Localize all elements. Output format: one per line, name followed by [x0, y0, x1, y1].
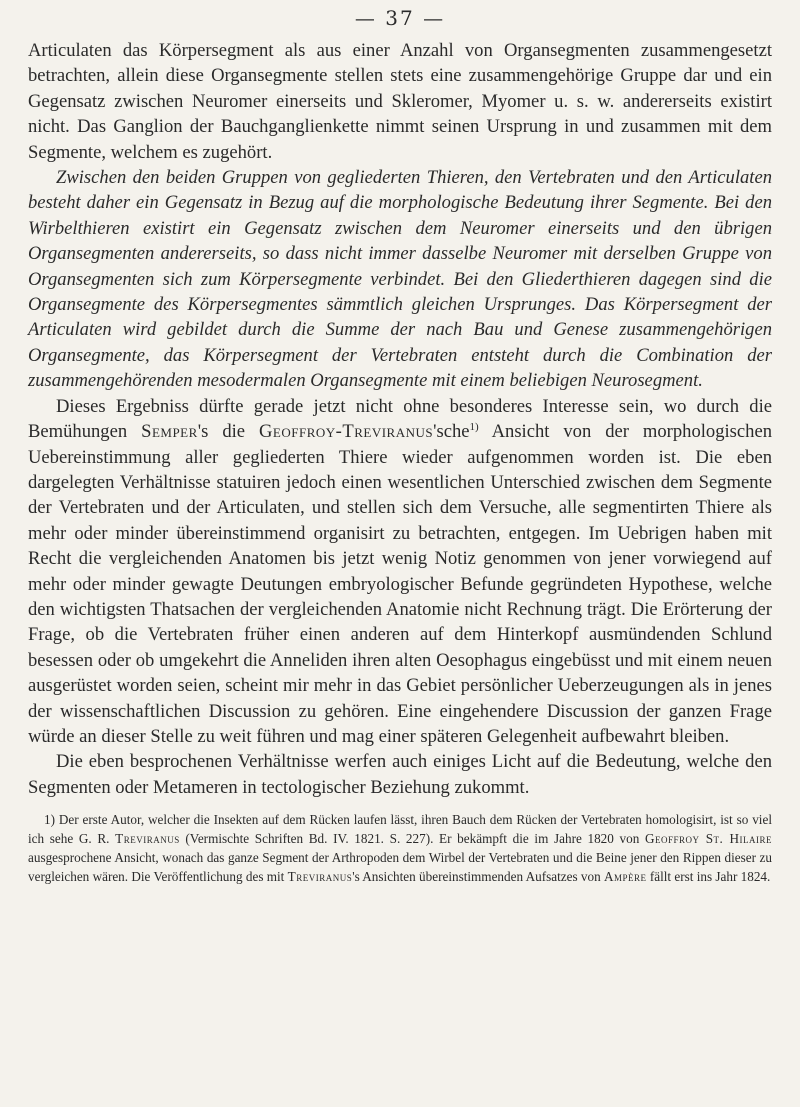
footnote-text-c: ausgesprochene Ansicht, wonach das ganze Segment der Arthropoden dem Wirbel der Vertebraten und die Beine jener den Rippen dieser zu vergleichen wären. Die Veröffentlichung des mit: [28, 850, 772, 885]
footnote-text-a: Der erste Autor, welcher die Insekten auf dem Rücken laufen lässt, ihren Bauch dem Rücken der Vertebraten homologisirt, ist so viel ich sehe G. R.: [28, 812, 772, 847]
paragraph-3-start: Dieses Ergebniss dürfte gerade jetzt nicht ohne besonderes Interesse sein, wo durch die Bemühungen: [28, 395, 772, 443]
paragraph-3: [28, 394, 772, 750]
body-text: [28, 38, 772, 800]
footnote-text-b: (Vermischte Schriften Bd. IV. 1821. S. 227). Er bekämpft die im Jahre 1820 von: [185, 831, 640, 847]
semper-suffix: 's die: [197, 421, 246, 443]
footnotes: [28, 810, 772, 886]
footnote-name-treviranus: Treviranus: [115, 831, 180, 847]
paragraph-4: Die eben besprochenen Verhältnisse werfen auch einiges Licht auf die Bedeutung, welche den Segmenten oder Metameren in tectologischer Beziehung zukommt.: [28, 751, 772, 798]
footnote-name-treviranus-2: Treviranus: [287, 869, 353, 885]
footnote-1: [28, 810, 772, 886]
footnote-reference: 1): [469, 420, 479, 433]
author-name-semper: Semper: [141, 421, 198, 443]
paragraph-3-end: Ansicht von der morphologischen Uebereinstimmung aller gegliederten Thiere wieder aufgenommen worden ist. Die eben dargelegten Verhältnisse statuiren jedoch einen wesentlichen Unterschied zwischen dem Segmente der Vertebraten und der Articulaten, und stellen sich dem Versuche, alle segmentirten Thiere als mehr oder minder übereinstimmend organisirt zu betrachten, entgegen. Im Uebrigen haben mit Recht die vergleichenden Anatomen bis jetzt wenig Notiz genommen von jener vorwiegend auf mehr oder minder gewagte Deutungen embryologischer Befunde gegründeten Hypothese, welche den wichtigsten Thatsachen der vergleichenden Anatomie nicht Rechnung trägt. Die Erörterung der Frage, ob die Vertebraten früher einen anderen auf dem Hinterkopf ausmündenden Schlund besessen oder ob umgekehrt die Anneliden ihren alten Oesophagus eingebüsst und mit einem neuen ausgerüstet worden seien, scheint mir mehr in das Gebiet persönlicher Ueberzeugungen als in jenes der wissenschaftlichen Discussion zu gehören. Eine eingehendere Discussion der ganzen Frage würde an dieser Stelle zu weit führen und mag einer späteren Gelegenheit aufbewahrt bleiben.: [28, 421, 773, 747]
footnote-text-e: fällt erst ins Jahr 1824.: [649, 869, 771, 885]
paragraph-2-italic: Zwischen den beiden Gruppen von gegliederten Thieren, den Vertebraten und den Articulaten besteht daher ein Gegensatz in Bezug auf die morphologische Bedeutung ihrer Segmente. Bei den Wirbelthieren existirt ein Gegensatz zwischen dem Neuromer einerseits und den übrigen Organsegmenten andererseits, so dass nicht immer dasselbe Neuromer mit derselben Gruppe von Organsegmenten sich zum Körpersegmente verbindet. Bei den Gliederthieren dagegen sind die Organsegmente des Körpersegmentes sämmtlich gleichen Ursprunges. Das Körpersegment der Articulaten wird gebildet durch die Summe der nach Bau und Genese zusammengehörigen Organsegmente, das Körpersegment der Vertebraten entsteht durch die Combination der zusammengehörenden mesodermalen Organsegmente mit einem beliebigen Neurosegment.: [28, 167, 772, 392]
footnote-name-geoffroy: Geoffroy St. Hilaire: [645, 831, 773, 847]
page-number: — 37 —: [354, 6, 446, 30]
geoffroy-suffix: 'sche: [433, 421, 470, 443]
footnote-text-d: 's Ansichten übereinstimmenden Aufsatzes von: [352, 869, 601, 885]
footnote-name-ampere: Ampère: [604, 869, 647, 885]
footnote-marker: 1): [44, 812, 55, 828]
author-name-geoffroy-treviranus: Geoffroy-Treviranus: [259, 421, 434, 443]
paragraph-1: Articulaten das Körpersegment als aus einer Anzahl von Organsegmenten zusammengesetzt betrachten, allein diese Organsegmente stellen stets eine zusammengehörige Gruppe dar und ein Gegensatz zwischen Neuromer einerseits und Skleromer, Myomer u. s. w. andererseits existirt nicht. Das Ganglion der Bauchganglienkette nimmt seinen Ursprung in und zusammen mit dem Segmente, welchem es zugehört.: [28, 40, 772, 163]
